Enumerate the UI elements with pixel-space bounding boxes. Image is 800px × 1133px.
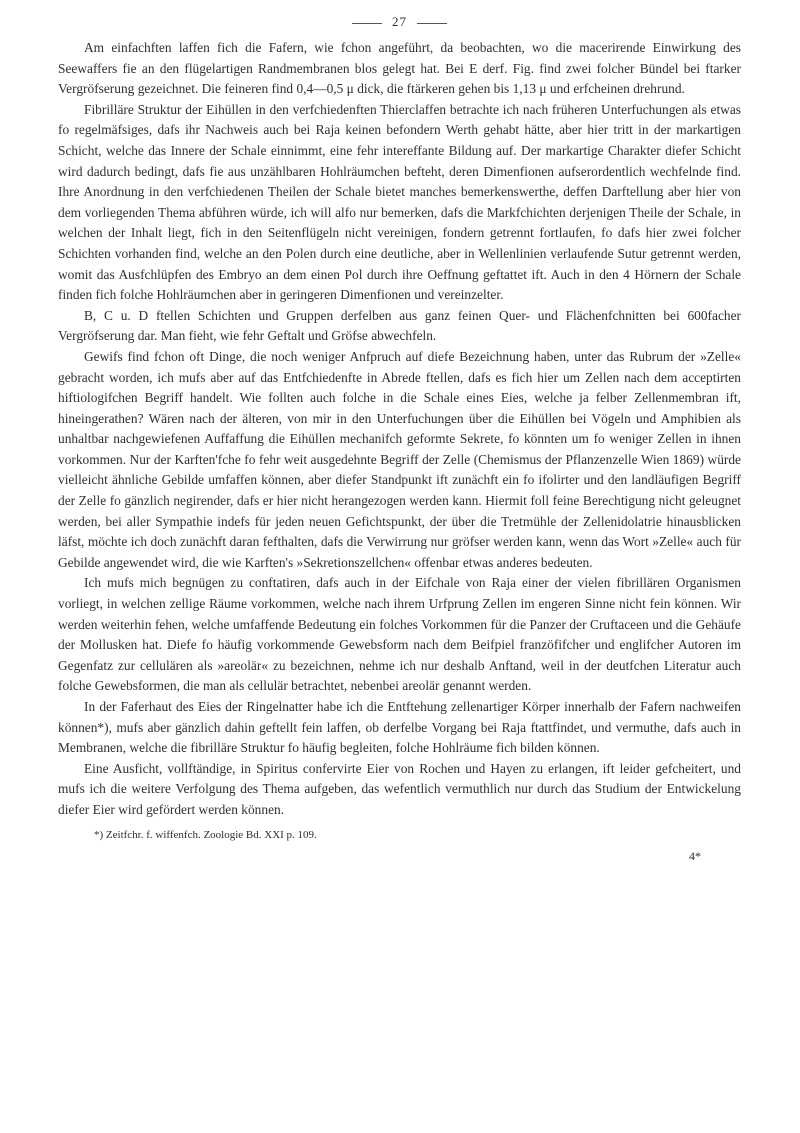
header-rule-left (352, 23, 382, 24)
paragraph-5: Ich mufs mich begnügen zu conftatiren, dafs auch in der Eifchale von Raja einer der vielen fibrillären Organismen vorliegt, in welchen zellige Räume vorkommen, welche nach ihrem Urfprung Zellen im engeren Sinne nicht fein können. Wir werden weiterhin fehen, welche umfaffende Bedeutung ein folches Vorkommen für die Panzer der Cruftaceen und die Gehäufe der Mollusken hat. Diefe fo häufig vorkommende Gewebsform nach dem Beifpiel franzöfifcher und englifcher Autoren im Gegenfatz zur cellulären als »areolär« zu bezeichnen, nehme ich nur deshalb Anftand, weil in der deutfchen Literatur auch folche Gewebsformen, die man als cellulär betrachtet, nebenbei areolär genannt werden. (58, 575, 741, 694)
signature-mark: 4* (689, 848, 701, 863)
paragraph-6: In der Faferhaut des Eies der Ringelnatter habe ich die Entftehung zellenartiger Körper innerhalb der Fafern nachweifen können*), mufs aber gänzlich dahin geftellt fein laffen, ob derfelbe Vorgang bei Raja ftattfindet, und vermuthe, dafs auch in Membranen, welche die fibrilläre Struktur fo häufig begleiten, folche Hohlräume fich bilden können. (58, 699, 741, 756)
page-header (58, 14, 741, 30)
paragraph-1: Am einfachften laffen fich die Fafern, wie fchon angeführt, da beobachten, wo die macerirende Einwirkung des Seewaffers fie an den flügelartigen Randmembranen blos gelegt hat. Bei E derf. Fig. find zwei folcher Bündel bei ftarker Vergröfserung gezeichnet. Die feineren find 0,4—0,5 μ dick, die ftärkeren gehen bis 1,13 μ und erfcheinen drehrund. (58, 40, 741, 97)
paragraph-7: Eine Ausficht, vollftändige, in Spiritus confervirte Eier von Rochen und Hayen zu erlangen, ift leider gefcheitert, und mufs ich die weitere Verfolgung des Thema aufgeben, das wefentlich vermuthlich nur durch das Studium der Entwickelung diefer Eier wird gefördert werden können. (58, 760, 741, 817)
footnote: *) Zeitfchr. f. wiffenfch. Zoologie Bd. XXI p. 109. (94, 828, 317, 841)
page-number: 27 (392, 14, 407, 29)
paragraph-2: Fibrilläre Struktur der Eihüllen in den verfchiedenften Thierclaffen betrachte ich nach früheren Unterfuchungen als etwas fo regelmäfsiges, dafs ihr Nachweis auch bei Raja keinen befondern Werth gehabt hätte, aber hier tritt in der markartigen Schicht, welche das Innere der Schale einnimmt, eine fehr intereffante Bildung auf. Der markartige Charakter diefer Schicht wird dadurch bedingt, dafs fie aus unzählbaren Hohlräumchen befteht, deren Dimenfionen aufserordentlich wechfelnde find. Ihre Anordnung in den verfchiedenen Theilen der Schale bietet manches bemerkenswerthe, deffen Darftellung aber hier von dem vorliegenden Thema abführen würde, ich will alfo nur bemerken, dafs die Markfchichten derjenigen Theile der Schale, in welchen der Inhalt liegt, fich in den Seitenflügeln nicht vereinigen, fondern getrennt fortlaufen, fo dafs hier zwei folcher Schichten vorhanden find, welche an den Polen durch eine deutliche, aber in Wellenlinien verlaufende Sutur getrennt werden, womit das Ausfchlüpfen des Embryo an dem einen Pol durch ihre Oeffnung geftattet ift. Auch in den 4 Hörnern der Schale finden fich folche Hohlräumchen aber in geringeren Dimenfionen und vereinzelter. (58, 101, 741, 303)
page (58, 14, 741, 864)
paragraph-4: Gewifs find fchon oft Dinge, die noch weniger Anfpruch auf diefe Bezeichnung haben, unter das Rubrum der »Zelle« gebracht worden, ich mufs aber auf das Entfchiedenfte in Abrede ftellen, dafs es fich hier um Zellen nach dem acceptirten hiftiologifchen Begriff handelt. Wie follten auch folche in die Schale eines Eies, welche ja felber Zellenmembran ift, hineingerathen? Wären nach der älteren, von mir in den Unterfuchungen über die Eihüllen bei Vögeln und Amphibien als unhaltbar nachgewiefenen Auffaffung die Eihüllen mechanifch geformte Sekrete, fo könnten um fo weniger Zellen in ihnen vorkommen. Nur der Karften'fche fo fehr weit ausgedehnte Begriff der Zelle (Chemismus der Pflanzenzelle Wien 1869) würde vielleicht ähnliche Gebilde umfaffen können, aber diefer Standpunkt ift zunächft ein fo ifolirter und den landläufigen Begriff der Zelle fo gänzlich negirender, dafs er hier nicht herangezogen werden kann. Hiermit foll feine Berechtigung nicht geleugnet werden, bei aller Sympathie indefs für jeden neuen Gefichtspunkt, der über die Tretmühle der Zellenidolatrie hinausblicken läfst, möchte ich doch zunächft daran fefthalten, dafs die Verwirrung nur gröfser werden kann, wenn das Wort »Zelle« auch für Gebilde angewendet wird, die wie Karften's »Sekretionszellchen« offenbar etwas anderes bedeuten. (58, 348, 741, 570)
paragraph-3: B, C u. D ftellen Schichten und Gruppen derfelben aus ganz feinen Quer- und Flächenfchnitten bei 600facher Vergröfserung dar. Man fieht, wie fehr Geftalt und Gröfse abwechfeln. (58, 307, 741, 344)
header-rule-right (417, 23, 447, 24)
